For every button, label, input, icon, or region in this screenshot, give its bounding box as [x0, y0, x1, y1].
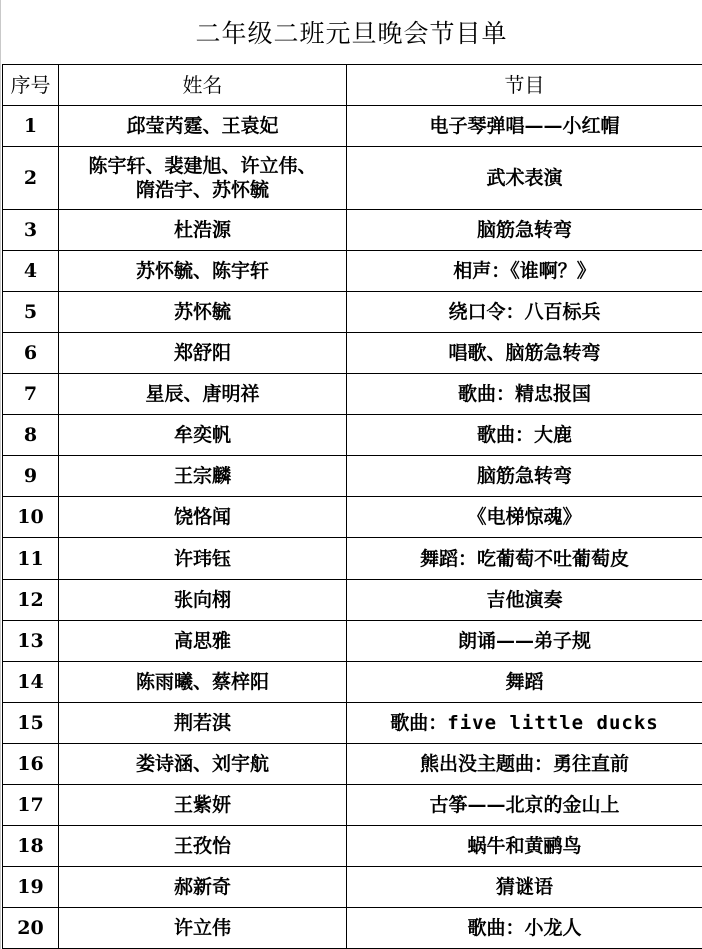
row-name: 苏怀毓 — [59, 292, 347, 333]
table-row — [3, 497, 702, 538]
row-program: 古筝——北京的金山上 — [347, 784, 702, 825]
table-row — [3, 825, 702, 866]
sheet-title: 二年级二班元旦晚会节目单 — [2, 0, 701, 65]
row-program: 脑筋急转弯 — [347, 456, 702, 497]
row-index: 1 — [3, 106, 59, 147]
row-index: 19 — [3, 866, 59, 907]
row-name: 牟奕帆 — [59, 415, 347, 456]
table-row — [3, 784, 702, 825]
row-program: 舞蹈：吃葡萄不吐葡萄皮 — [347, 538, 702, 579]
row-name: 苏怀毓、陈宇轩 — [59, 251, 347, 292]
row-program: 相声：《谁啊？》 — [347, 251, 702, 292]
row-index: 4 — [3, 251, 59, 292]
table-row — [3, 702, 702, 743]
row-program: 绕口令：八百标兵 — [347, 292, 702, 333]
row-name: 王孜怡 — [59, 825, 347, 866]
row-index: 18 — [3, 825, 59, 866]
table-row — [3, 538, 702, 579]
table-row — [3, 866, 702, 907]
row-index: 16 — [3, 743, 59, 784]
row-name: 陈宇轩、裴建旭、许立伟、 隋浩宇、苏怀毓 — [59, 147, 347, 210]
row-program: 熊出没主题曲：勇往直前 — [347, 743, 702, 784]
row-index: 14 — [3, 661, 59, 702]
row-name: 星辰、唐明祥 — [59, 374, 347, 415]
table-row — [3, 620, 702, 661]
table-row — [3, 743, 702, 784]
row-index: 13 — [3, 620, 59, 661]
row-program: 《电梯惊魂》 — [347, 497, 702, 538]
row-index: 10 — [3, 497, 59, 538]
header-name: 姓名 — [59, 65, 347, 106]
table-row — [3, 579, 702, 620]
row-index: 8 — [3, 415, 59, 456]
table-row — [3, 456, 702, 497]
table-row — [3, 147, 702, 210]
row-program: 猜谜语 — [347, 866, 702, 907]
row-program: 蜗牛和黄鹂鸟 — [347, 825, 702, 866]
row-name: 郑舒阳 — [59, 333, 347, 374]
table-row — [3, 106, 702, 147]
table-header-row — [3, 65, 702, 106]
row-index: 7 — [3, 374, 59, 415]
table-row — [3, 333, 702, 374]
row-program — [347, 702, 702, 743]
row-index: 15 — [3, 702, 59, 743]
row-name: 许立伟 — [59, 907, 347, 948]
row-index: 5 — [3, 292, 59, 333]
row-name: 邱莹芮霆、王袁妃 — [59, 106, 347, 147]
program-latin-title: five little ducks — [447, 711, 659, 734]
row-name: 杜浩源 — [59, 210, 347, 251]
table-row — [3, 415, 702, 456]
row-index: 6 — [3, 333, 59, 374]
row-program: 唱歌、脑筋急转弯 — [347, 333, 702, 374]
program-table — [2, 64, 702, 949]
row-name: 陈雨曦、蔡梓阳 — [59, 661, 347, 702]
row-program: 歌曲：精忠报国 — [347, 374, 702, 415]
row-program: 吉他演奏 — [347, 579, 702, 620]
program-prefix: 歌曲： — [390, 711, 448, 734]
row-index: 3 — [3, 210, 59, 251]
row-index: 12 — [3, 579, 59, 620]
header-index: 序号 — [3, 65, 59, 106]
row-program: 脑筋急转弯 — [347, 210, 702, 251]
row-name: 娄诗涵、刘宇航 — [59, 743, 347, 784]
row-name: 郝新奇 — [59, 866, 347, 907]
row-program: 电子琴弹唱——小红帽 — [347, 106, 702, 147]
row-index: 17 — [3, 784, 59, 825]
row-name: 高思雅 — [59, 620, 347, 661]
header-program: 节目 — [347, 65, 702, 106]
table-row — [3, 210, 702, 251]
table-row — [3, 251, 702, 292]
row-name: 王宗麟 — [59, 456, 347, 497]
row-program: 武术表演 — [347, 147, 702, 210]
row-index: 20 — [3, 907, 59, 948]
row-index: 11 — [3, 538, 59, 579]
table-row — [3, 292, 702, 333]
row-name: 张向栩 — [59, 579, 347, 620]
row-program: 歌曲：小龙人 — [347, 907, 702, 948]
row-program: 歌曲：大鹿 — [347, 415, 702, 456]
row-name: 饶恪闻 — [59, 497, 347, 538]
row-index: 9 — [3, 456, 59, 497]
table-row — [3, 907, 702, 948]
table-row — [3, 661, 702, 702]
row-program: 朗诵——弟子规 — [347, 620, 702, 661]
table-row — [3, 374, 702, 415]
row-index: 2 — [3, 147, 59, 210]
row-name: 荆若淇 — [59, 702, 347, 743]
row-program: 舞蹈 — [347, 661, 702, 702]
row-name: 王紫妍 — [59, 784, 347, 825]
row-name: 许玮钰 — [59, 538, 347, 579]
